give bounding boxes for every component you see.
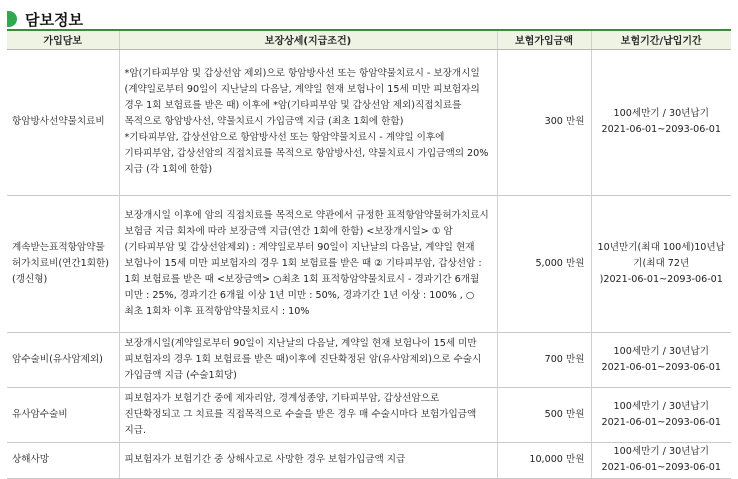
table-row — [7, 332, 731, 387]
period-cell — [591, 387, 731, 442]
section-header — [7, 8, 83, 30]
table-row — [7, 49, 731, 195]
coverage-name: 계속받는표적항암약물허가치료비(연간1회한)(갱신형) — [7, 195, 119, 332]
period-cell — [591, 49, 731, 195]
period-term: 100세만기 / 30년납기 — [613, 446, 709, 457]
table-row — [7, 387, 731, 442]
period-dates: 2021-06-01~2093-06-01 — [601, 462, 722, 473]
coverage-name: 상해사망 — [7, 442, 119, 478]
period-cell — [591, 195, 731, 332]
detail-paragraph: 보장개시일 이후에 암의 직접치료를 목적으로 약관에서 규정한 표적항암약물허가치료시 보험금 지급 회차에 따라 보장금액 지급(연간 1회에 한함) <보장개시일> ① 암(기타피부암 및 갑상선암제외) : 계약일로부터 90일이 지난날의 다음날, 계약일 현재 보험나이 15세 미만 피보험자의 경우 1회 보험료를 받은 때 ② 기타피부암, 갑상선암 : 1회 보험료를 받은 때 <보장금액> ○최초 1회 표적항암약물치료시 - 경과기간 6개월 미만 : 25%, 경과기간 6개월 이상 1년 미만 : 50%, 경과기간 1년 이상 : 100% , ○최초 1회차 이후 표적항암약물치료시 : 10% — [124, 209, 489, 317]
period-dates: 2021-06-01~2093-06-01 — [601, 361, 722, 373]
period-term: 10년만기(최대 100세)10년납기(최대 72년 — [597, 241, 725, 269]
coverage-detail — [119, 442, 497, 478]
table-header-row — [7, 30, 731, 49]
column-header-amount: 보험가입금액 — [497, 30, 591, 49]
period-term: 100세만기 / 30년납기 — [613, 400, 709, 412]
period-cell — [591, 442, 731, 478]
detail-paragraph: 피보험자가 보험기간 중 상해사고로 사망한 경우 보험가입금액 지급 — [124, 454, 406, 465]
detail-paragraph: 피보험자가 보험기간 중에 제자리암, 경계성종양, 기타피부암, 갑상선암으로 진단확정되고 그 치료를 직접목적으로 수술을 받은 경우 매 수술시마다 보험가입금액 지급. — [124, 392, 477, 436]
insured-amount: 5,000 만원 — [497, 195, 591, 332]
coverage-name: 암수술비(유사암제외) — [7, 332, 119, 387]
insured-amount: 300 만원 — [497, 49, 591, 195]
period-term: 100세만기 / 30년납기 — [613, 345, 709, 357]
insured-amount: 10,000 만원 — [497, 442, 591, 478]
section-title: 담보정보 — [25, 10, 83, 29]
insured-amount: 500 만원 — [497, 387, 591, 442]
period-dates: )2021-06-01~2093-06-01 — [599, 273, 723, 285]
insured-amount: 700 만원 — [497, 332, 591, 387]
table-row — [7, 195, 731, 332]
detail-paragraph: *기타피부암, 갑상선암으로 항암방사선 또는 항암약물치료시 - 계약일 이후에 기타피부암, 갑상선암의 직접치료를 목적으로 항암방사선, 약물치료시 가입금액의 20% 지급 (각 1회에 한함) — [124, 132, 489, 175]
column-header-period: 보험기간/납입기간 — [591, 30, 731, 49]
detail-paragraph: 보장개시일(계약일로부터 90일이 지난날의 다음날, 계약일 현재 보험나이 15세 미만 피보험자의 경우 1회 보험료를 받은 때)이후에 진단확정된 암(유사암제외)으로 수술시 가입금액 지급 (수술1회당) — [124, 337, 482, 381]
coverage-name: 유사암수술비 — [7, 387, 119, 442]
coverage-detail — [119, 332, 497, 387]
coverage-detail — [119, 49, 497, 195]
period-dates: 2021-06-01~2093-06-01 — [601, 416, 722, 428]
column-header-coverage: 가입담보 — [7, 30, 119, 49]
coverage-name: 항암방사선약물치료비 — [7, 49, 119, 195]
period-dates: 2021-06-01~2093-06-01 — [601, 124, 722, 135]
coverage-table — [7, 29, 731, 479]
column-header-details: 보장상세(지급조건) — [119, 30, 497, 49]
table-row — [7, 442, 731, 478]
period-cell — [591, 332, 731, 387]
coverage-detail — [119, 387, 497, 442]
coverage-detail — [119, 195, 497, 332]
section-marker-icon — [7, 11, 17, 27]
detail-paragraph: *암(기타피부암 및 갑상선암 제외)으로 항암방사선 또는 항암약물치료시 - 보장개시일(계약일로부터 90일이 지난날의 다음날, 계약일 현재 보험나이 15세 미만 피보험자의 경우 1회 보험료를 받은 때) 이후에 *암(기타피부암 및 갑상선암 제외)직접치료를 목적으로 항암방사선, 약물치료시 가입금액 지급 (최초 1회에 한함) — [124, 68, 480, 127]
period-term: 100세만기 / 30년납기 — [613, 108, 709, 119]
